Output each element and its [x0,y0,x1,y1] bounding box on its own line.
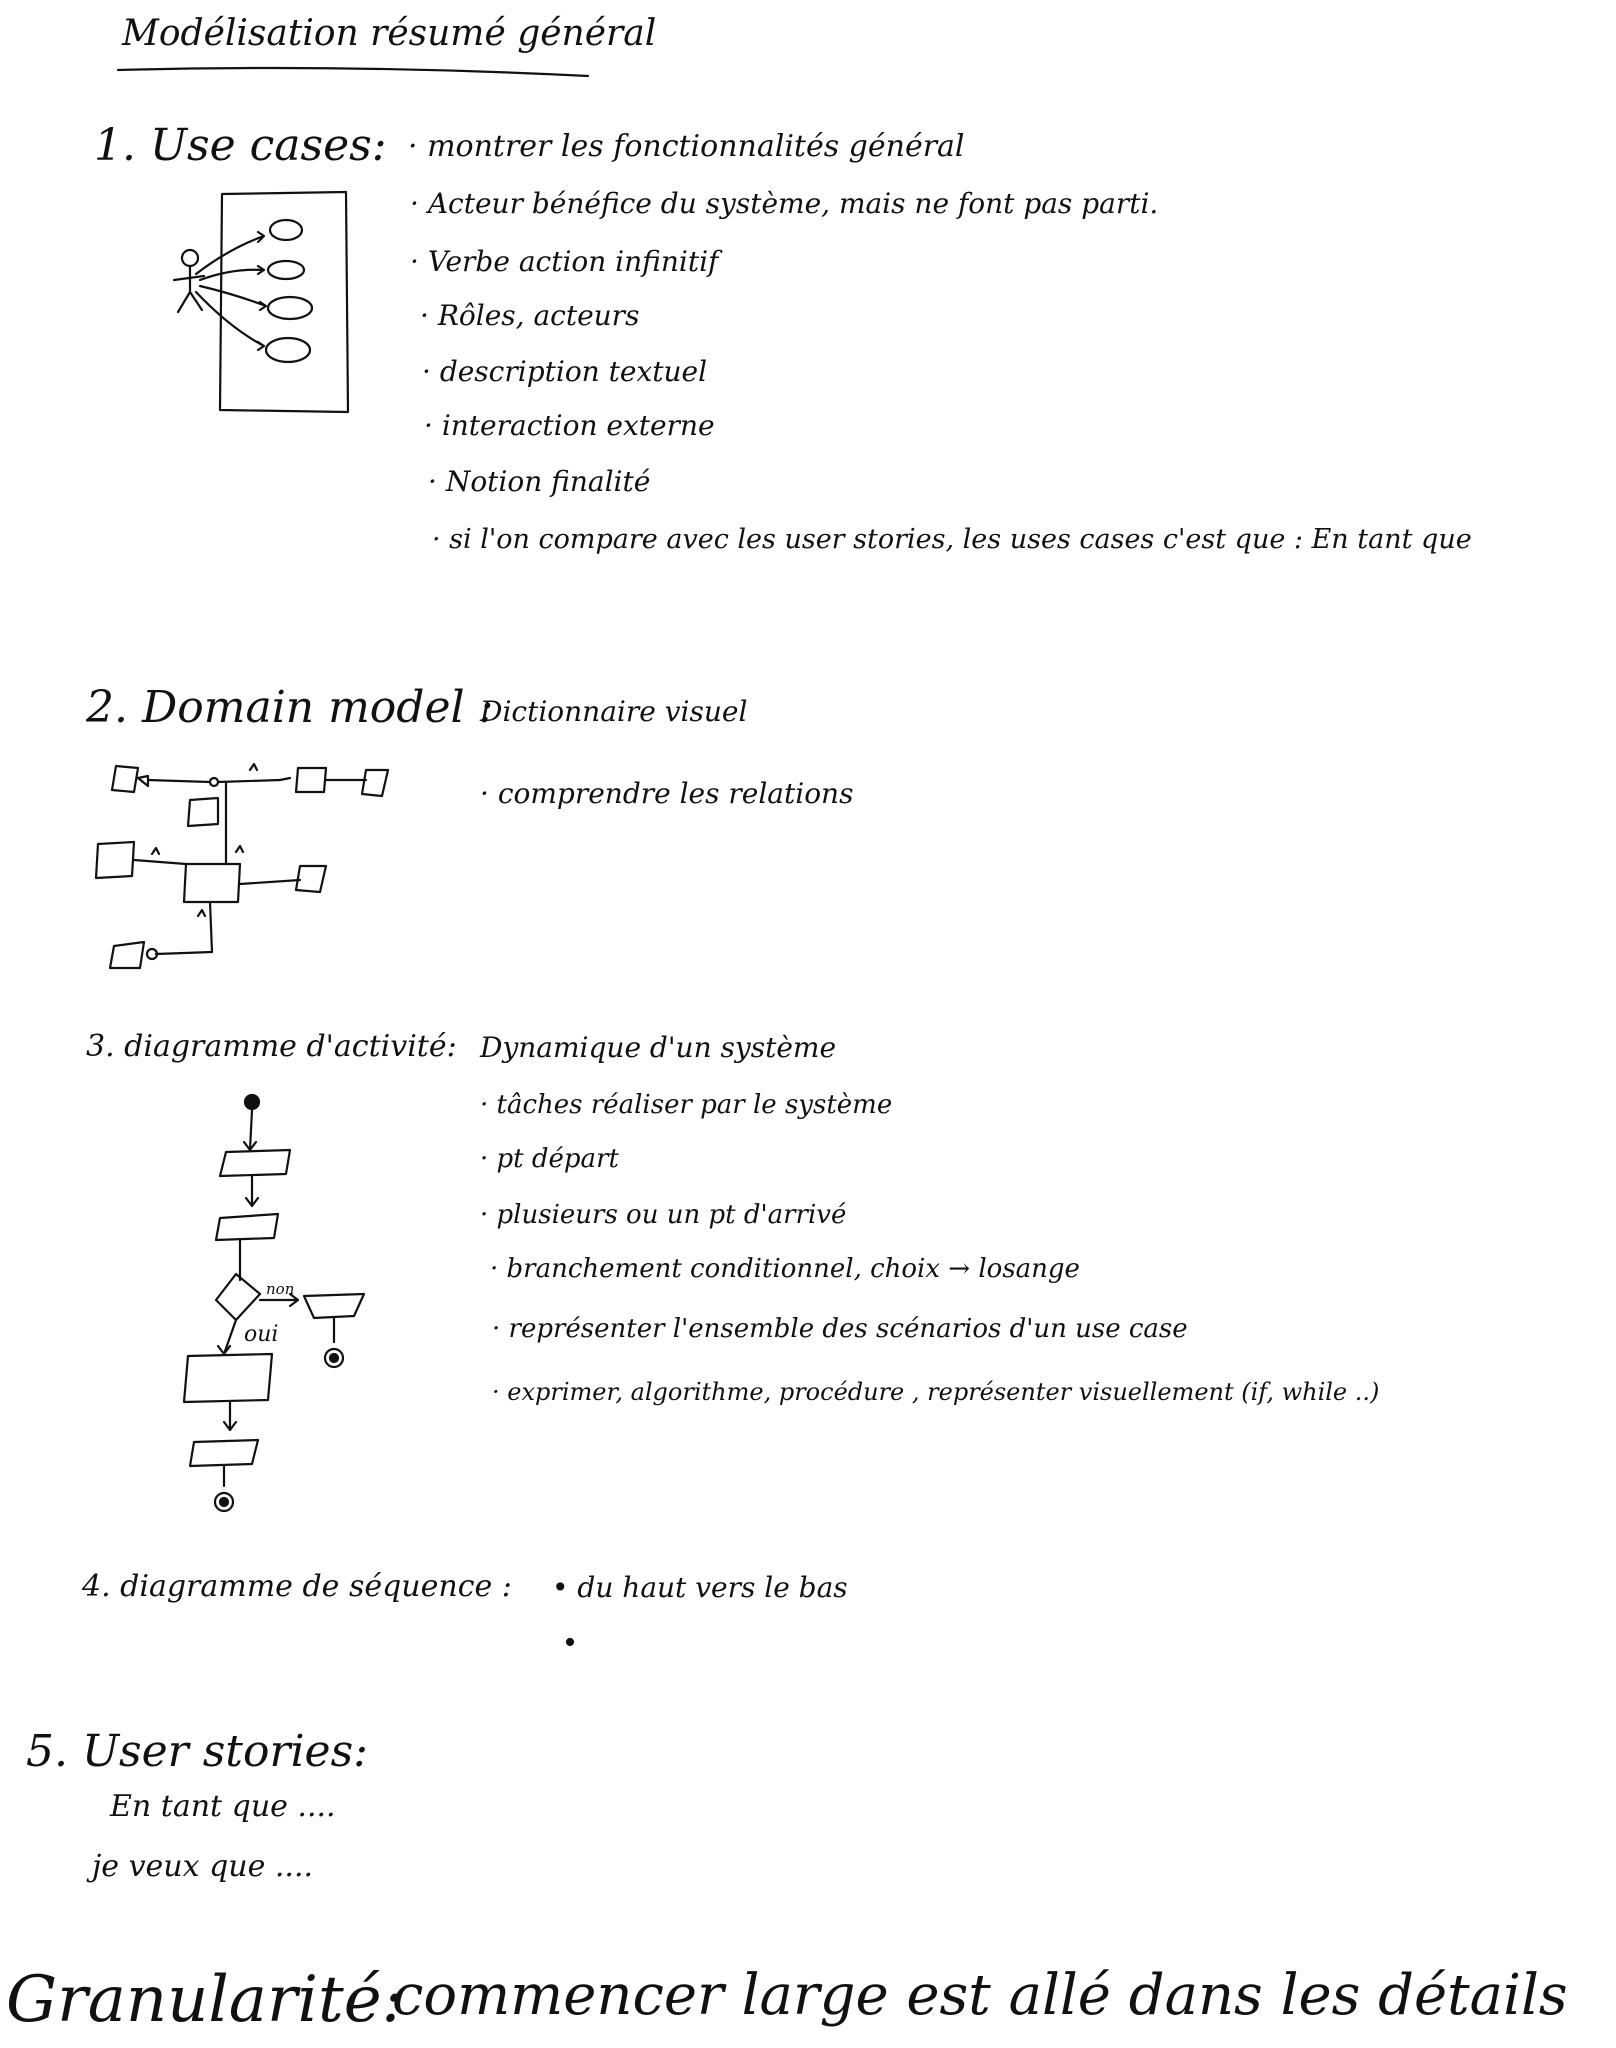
actor-head [182,250,198,266]
section-use-cases-heading: 1. Use cases: [94,120,387,171]
flow-arrow [218,1320,236,1354]
class-box [188,798,218,826]
user-stories-line: je veux que .... [92,1849,314,1884]
class-box [96,842,134,878]
use-case-diagram-sketch [160,188,360,418]
activity-bullet: · plusieurs ou un pt d'arrivé [480,1200,847,1230]
class-box [296,866,326,892]
activity-bullet: · tâches réaliser par le système [480,1090,893,1120]
decision-yes-label: oui [244,1322,279,1347]
use-cases-bullet: · montrer les fonctionnalités général [408,129,965,164]
user-stories-line: En tant que .... [110,1789,336,1824]
use-case-ellipse [266,338,310,362]
use-cases-bullet: · si l'on compare avec les user stories, les uses cases c'est que : En tant que [432,524,1472,555]
actor-body [174,266,204,312]
use-cases-bullet: · Notion finalité [428,465,651,498]
section-user-stories-heading: 5. User stories: [26,1726,368,1777]
activity-bullet: · exprimer, algorithme, procédure , représenter visuellement (if, while ..) [492,1378,1380,1406]
use-cases-bullet: · Acteur bénéfice du système, mais ne font pas parti. [410,187,1159,220]
action-node [184,1354,272,1402]
start-node [245,1095,259,1109]
domain-model-subtitle: Dictionnaire visuel [480,695,748,728]
use-case-ellipse [268,297,312,319]
use-case-ellipse [268,261,304,279]
sequence-bullet: • du haut vers le bas [552,1571,848,1604]
action-node [216,1214,278,1240]
use-cases-bullet: · interaction externe [424,409,715,442]
activity-bullet: · représenter l'ensemble des scénarios d'un use case [492,1314,1188,1344]
flow-arrow [246,1176,258,1206]
decision-node [216,1274,260,1320]
use-cases-bullet: · description textuel [422,355,708,388]
flow-arrow [244,1110,256,1150]
system-boundary [220,192,348,412]
use-cases-bullet: · Verbe action infinitif [410,245,719,278]
granularity-label: Granularité: [6,1963,404,2037]
section-domain-model-heading: 2. Domain model : [86,682,494,733]
stray-dot [564,1636,576,1648]
class-box [296,768,326,792]
activity-bullet: · pt départ [480,1144,619,1174]
use-case-ellipse [270,220,302,240]
class-box [184,864,240,902]
class-box [112,766,138,792]
granularity-text: commencer large est allé dans les détails [392,1963,1568,2028]
activity-bullet: · branchement conditionnel, choix → losange [490,1254,1080,1284]
action-node [220,1150,290,1176]
section-sequence-heading: 4. diagramme de séquence : [82,1569,512,1604]
class-box [362,770,388,796]
use-cases-bullet: · Rôles, acteurs [420,299,640,332]
section-activity-heading: 3. diagramme d'activité: [86,1029,457,1064]
flow-arrow [224,1402,236,1430]
action-node [304,1294,364,1318]
class-box [138,776,148,786]
class-box [110,942,144,968]
domain-model-bullet: · comprendre les relations [480,777,854,810]
association-line [148,780,280,782]
page-title: Modélisation résumé général [122,13,657,54]
domain-model-diagram-sketch [90,756,410,978]
association-arrows [196,232,266,350]
activity-subtitle: Dynamique d'un système [480,1031,837,1064]
activity-diagram-sketch [180,1090,380,1530]
action-node [190,1440,258,1466]
decision-no-label: non [266,1280,295,1298]
